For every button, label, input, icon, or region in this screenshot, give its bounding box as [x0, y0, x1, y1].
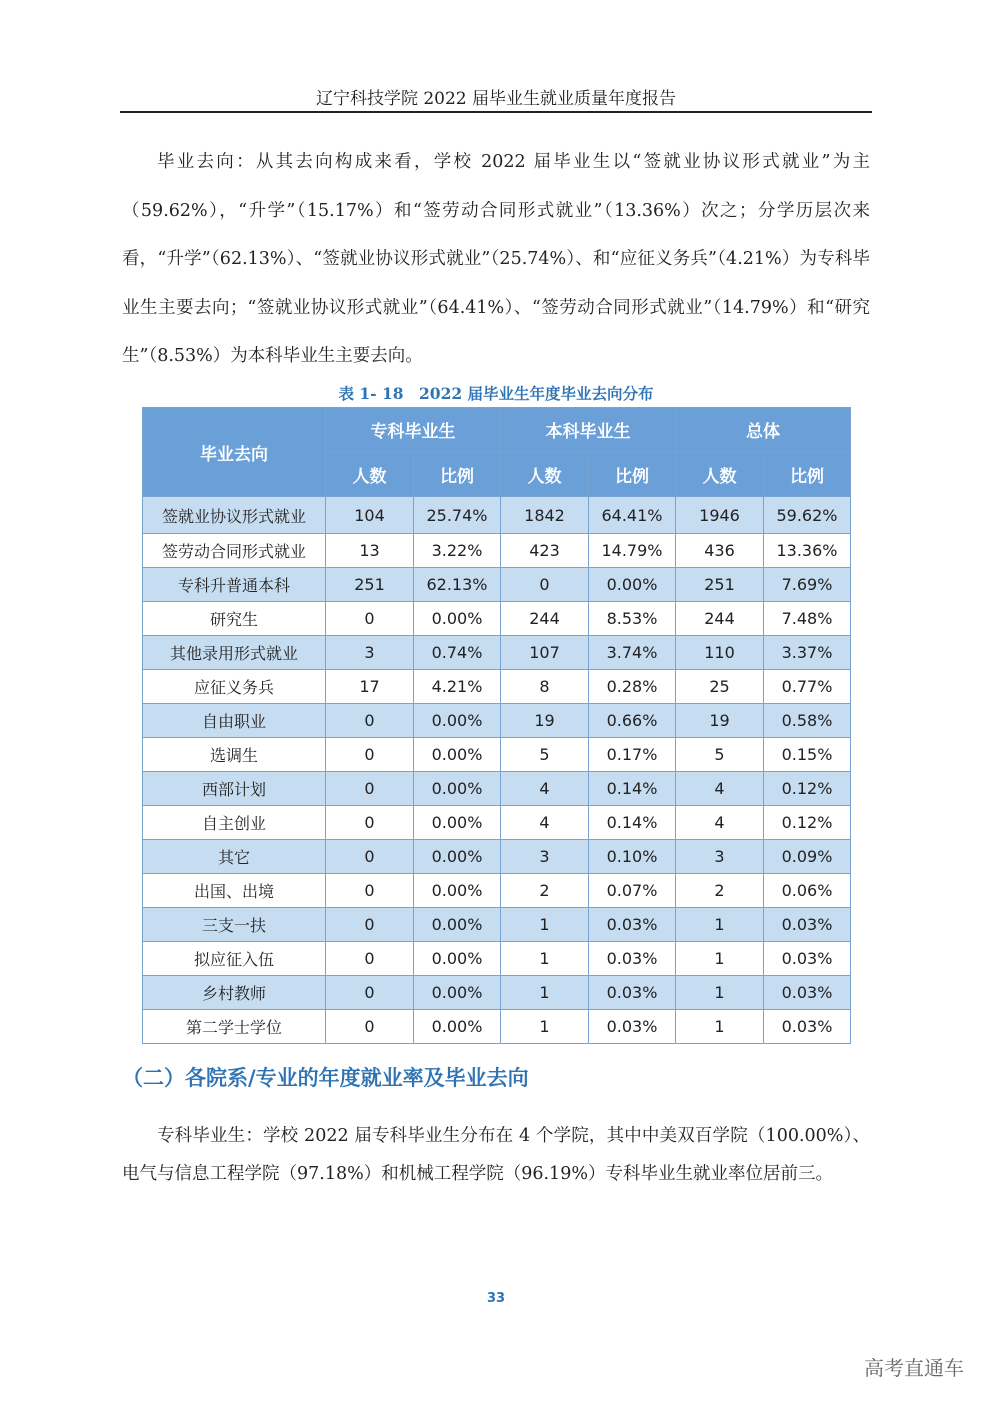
cell-undergrad-ratio: 64.41% [589, 497, 676, 534]
cell-undergrad-count: 244 [501, 602, 589, 636]
cell-overall-count: 110 [676, 636, 764, 670]
cell-junior-ratio: 0.00% [414, 1010, 501, 1044]
cell-junior-count: 13 [326, 534, 414, 568]
table-row [143, 772, 851, 806]
cell-junior-ratio: 0.74% [414, 636, 501, 670]
cell-overall-ratio: 0.12% [764, 772, 851, 806]
cell-junior-count: 0 [326, 976, 414, 1010]
cell-undergrad-count: 423 [501, 534, 589, 568]
cell-destination: 第二学士学位 [143, 1010, 326, 1044]
col-header-undergraduate: 本科毕业生 [501, 408, 676, 452]
cell-destination: 签就业协议形式就业 [143, 497, 326, 534]
cell-undergrad-ratio: 0.03% [589, 1010, 676, 1044]
table-row [143, 704, 851, 738]
subheader-count: 人数 [676, 452, 764, 497]
cell-junior-ratio: 0.00% [414, 840, 501, 874]
cell-undergrad-count: 4 [501, 806, 589, 840]
cell-overall-count: 25 [676, 670, 764, 704]
table-row [143, 908, 851, 942]
table-body [143, 497, 851, 1044]
cell-overall-ratio: 7.48% [764, 602, 851, 636]
cell-overall-count: 4 [676, 806, 764, 840]
cell-undergrad-count: 3 [501, 840, 589, 874]
cell-overall-count: 1 [676, 1010, 764, 1044]
cell-overall-ratio: 0.03% [764, 908, 851, 942]
cell-junior-count: 0 [326, 772, 414, 806]
cell-destination: 签劳动合同形式就业 [143, 534, 326, 568]
cell-junior-ratio: 0.00% [414, 806, 501, 840]
cell-junior-count: 0 [326, 602, 414, 636]
cell-undergrad-count: 5 [501, 738, 589, 772]
cell-junior-ratio: 25.74% [414, 497, 501, 534]
cell-junior-ratio: 4.21% [414, 670, 501, 704]
cell-destination: 出国、出境 [143, 874, 326, 908]
table-row [143, 670, 851, 704]
cell-overall-count: 436 [676, 534, 764, 568]
cell-undergrad-ratio: 0.10% [589, 840, 676, 874]
cell-undergrad-count: 1 [501, 942, 589, 976]
cell-overall-count: 1946 [676, 497, 764, 534]
subheader-ratio: 比例 [414, 452, 501, 497]
table-row [143, 636, 851, 670]
cell-overall-count: 4 [676, 772, 764, 806]
cell-junior-ratio: 0.00% [414, 874, 501, 908]
cell-undergrad-ratio: 0.17% [589, 738, 676, 772]
cell-destination: 乡村教师 [143, 976, 326, 1010]
cell-destination: 自由职业 [143, 704, 326, 738]
watermark: 高考直通车 [864, 1356, 964, 1380]
cell-overall-ratio: 13.36% [764, 534, 851, 568]
table-caption: 表 1- 18 2022 届毕业生年度毕业去向分布 [338, 384, 654, 403]
destination-table [142, 407, 851, 1044]
cell-undergrad-count: 0 [501, 568, 589, 602]
table-row [143, 738, 851, 772]
table-row [143, 806, 851, 840]
table-row [143, 840, 851, 874]
cell-undergrad-ratio: 0.03% [589, 942, 676, 976]
cell-overall-count: 1 [676, 942, 764, 976]
cell-junior-ratio: 0.00% [414, 942, 501, 976]
cell-junior-count: 0 [326, 874, 414, 908]
cell-junior-count: 0 [326, 704, 414, 738]
col-header-junior-college: 专科毕业生 [326, 408, 501, 452]
cell-overall-ratio: 0.15% [764, 738, 851, 772]
cell-destination: 选调生 [143, 738, 326, 772]
cell-undergrad-count: 2 [501, 874, 589, 908]
cell-overall-count: 251 [676, 568, 764, 602]
col-header-overall: 总体 [676, 408, 851, 452]
cell-overall-ratio: 0.03% [764, 976, 851, 1010]
cell-overall-ratio: 3.37% [764, 636, 851, 670]
cell-junior-ratio: 0.00% [414, 908, 501, 942]
cell-overall-ratio: 0.77% [764, 670, 851, 704]
cell-overall-count: 1 [676, 908, 764, 942]
table-row [143, 874, 851, 908]
cell-undergrad-ratio: 0.28% [589, 670, 676, 704]
cell-undergrad-count: 1 [501, 1010, 589, 1044]
cell-overall-ratio: 59.62% [764, 497, 851, 534]
cell-junior-count: 0 [326, 908, 414, 942]
cell-overall-ratio: 0.58% [764, 704, 851, 738]
cell-junior-count: 251 [326, 568, 414, 602]
cell-junior-ratio: 3.22% [414, 534, 501, 568]
cell-destination: 应征义务兵 [143, 670, 326, 704]
cell-overall-ratio: 7.69% [764, 568, 851, 602]
cell-overall-count: 2 [676, 874, 764, 908]
cell-undergrad-ratio: 0.14% [589, 806, 676, 840]
cell-destination: 西部计划 [143, 772, 326, 806]
cell-destination: 研究生 [143, 602, 326, 636]
header-rule [120, 111, 872, 113]
cell-junior-count: 104 [326, 497, 414, 534]
cell-junior-ratio: 0.00% [414, 738, 501, 772]
cell-destination: 专科升普通本科 [143, 568, 326, 602]
cell-junior-count: 0 [326, 738, 414, 772]
cell-undergrad-ratio: 8.53% [589, 602, 676, 636]
cell-junior-count: 0 [326, 942, 414, 976]
cell-undergrad-count: 1842 [501, 497, 589, 534]
subheader-ratio: 比例 [764, 452, 851, 497]
cell-undergrad-ratio: 0.07% [589, 874, 676, 908]
cell-junior-count: 0 [326, 1010, 414, 1044]
cell-undergrad-ratio: 0.00% [589, 568, 676, 602]
cell-overall-ratio: 0.09% [764, 840, 851, 874]
cell-undergrad-count: 19 [501, 704, 589, 738]
table-row [143, 497, 851, 534]
cell-undergrad-ratio: 0.14% [589, 772, 676, 806]
cell-overall-count: 1 [676, 976, 764, 1010]
cell-junior-ratio: 0.00% [414, 602, 501, 636]
cell-junior-ratio: 0.00% [414, 772, 501, 806]
page-number: 33 [486, 1291, 506, 1306]
running-header: 辽宁科技学院 2022 届毕业生就业质量年度报告 [315, 89, 677, 109]
cell-undergrad-ratio: 0.66% [589, 704, 676, 738]
cell-overall-count: 244 [676, 602, 764, 636]
cell-undergrad-count: 1 [501, 976, 589, 1010]
cell-destination: 其它 [143, 840, 326, 874]
cell-undergrad-ratio: 0.03% [589, 976, 676, 1010]
cell-destination: 三支一扶 [143, 908, 326, 942]
table-row [143, 534, 851, 568]
cell-undergrad-count: 1 [501, 908, 589, 942]
cell-junior-ratio: 62.13% [414, 568, 501, 602]
cell-destination: 自主创业 [143, 806, 326, 840]
section-title: （二）各院系/专业的年度就业率及毕业去向 [122, 1066, 529, 1090]
table-row [143, 568, 851, 602]
subheader-count: 人数 [326, 452, 414, 497]
paragraph-junior-college: 专科毕业生：学校 2022 届专科毕业生分布在 4 个学院，其中中美双百学院（100.00%）、电气与信息工程学院（97.18%）和机械工程学院（96.19%）专科毕业生就业率位居前三。 [122, 1126, 870, 1184]
cell-overall-count: 19 [676, 704, 764, 738]
cell-overall-count: 5 [676, 738, 764, 772]
cell-destination: 其他录用形式就业 [143, 636, 326, 670]
cell-undergrad-ratio: 14.79% [589, 534, 676, 568]
cell-undergrad-count: 4 [501, 772, 589, 806]
table-row [143, 976, 851, 1010]
cell-overall-ratio: 0.06% [764, 874, 851, 908]
cell-undergrad-ratio: 0.03% [589, 908, 676, 942]
cell-junior-count: 0 [326, 806, 414, 840]
cell-overall-ratio: 0.03% [764, 942, 851, 976]
table-row [143, 942, 851, 976]
table-row [143, 1010, 851, 1044]
table-row [143, 602, 851, 636]
cell-overall-count: 3 [676, 840, 764, 874]
cell-destination: 拟应征入伍 [143, 942, 326, 976]
cell-junior-count: 17 [326, 670, 414, 704]
cell-junior-count: 0 [326, 840, 414, 874]
cell-undergrad-count: 107 [501, 636, 589, 670]
cell-overall-ratio: 0.12% [764, 806, 851, 840]
cell-undergrad-ratio: 3.74% [589, 636, 676, 670]
subheader-ratio: 比例 [589, 452, 676, 497]
col-header-destination: 毕业去向 [143, 408, 326, 497]
cell-junior-ratio: 0.00% [414, 704, 501, 738]
subheader-count: 人数 [501, 452, 589, 497]
paragraph-graduate-destination: 毕业去向：从其去向构成来看，学校 2022 届毕业生以“签就业协议形式就业”为主（59.62%），“升学”（15.17%）和“签劳动合同形式就业”（13.36%）次之；分学历层次来看，“升学”（62.13%）、“签就业协议形式就业”（25.74%）、和“应征义务兵”（4.21%）为专科毕业生主要去向；“签就业协议形式就业”（64.41%）、“签劳动合同形式就业”（14.79%）和“研究生”（8.53%）为本科毕业生主要去向。 [122, 152, 870, 366]
cell-junior-ratio: 0.00% [414, 976, 501, 1010]
cell-undergrad-count: 8 [501, 670, 589, 704]
cell-overall-ratio: 0.03% [764, 1010, 851, 1044]
cell-junior-count: 3 [326, 636, 414, 670]
